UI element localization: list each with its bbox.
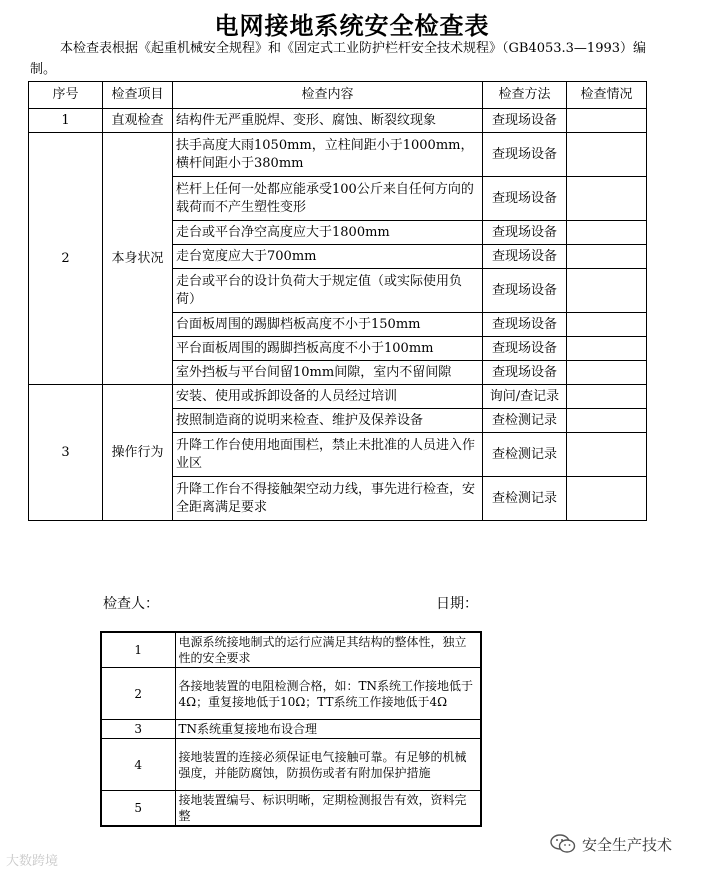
check-method: 查现场设备 [483, 361, 567, 385]
note-text: TN系统重复接地布设合理 [175, 720, 481, 739]
page-title: 电网接地系统安全检查表 [214, 12, 490, 40]
check-content: 走台或平台净空高度应大于1800mm [173, 221, 483, 245]
watermark-left: 大数跨境 [6, 854, 59, 869]
check-method: 查检测记录 [483, 477, 567, 521]
check-item: 本身状况 [103, 133, 173, 385]
note-number: 4 [101, 739, 175, 791]
check-status-cell[interactable] [567, 177, 647, 221]
header-content: 检查内容 [173, 82, 483, 109]
note-row [101, 668, 481, 720]
note-row [101, 720, 481, 739]
check-content: 升降工作台不得接触架空动力线，事先进行检查，安全距离满足要求 [173, 477, 483, 521]
check-status-cell[interactable] [567, 337, 647, 361]
table-row [29, 109, 647, 133]
check-content: 安装、使用或拆卸设备的人员经过培训 [173, 385, 483, 409]
check-status-cell[interactable] [567, 133, 647, 177]
inspector-label: 检查人： [103, 596, 159, 612]
header-method: 检查方法 [483, 82, 567, 109]
note-number: 3 [101, 720, 175, 739]
intro-text: 本检查表根据《起重机械安全规程》和《固定式工业防护栏杆安全技术规程》（GB4053.3—1993）编制。 [30, 41, 647, 77]
inspection-table [28, 81, 647, 521]
check-method: 查检测记录 [483, 409, 567, 433]
check-content: 平台面板周围的踢脚挡板高度不小于100mm [173, 337, 483, 361]
note-number: 2 [101, 668, 175, 720]
check-status-cell[interactable] [567, 245, 647, 269]
note-row [101, 791, 481, 827]
check-content: 扶手高度大雨1050mm，立柱间距小于1000mm，横杆间距小于380mm [173, 133, 483, 177]
check-method: 查现场设备 [483, 245, 567, 269]
check-item: 直观检查 [103, 109, 173, 133]
check-status-cell[interactable] [567, 433, 647, 477]
check-status-cell[interactable] [567, 269, 647, 313]
check-content: 栏杆上任何一处都应能承受100公斤来自任何方向的载荷而不产生塑性变形 [173, 177, 483, 221]
header-item: 检查项目 [103, 82, 173, 109]
check-content: 走台宽度应大于700mm [173, 245, 483, 269]
check-method: 查现场设备 [483, 269, 567, 313]
check-content: 按照制造商的说明来检查、维护及保养设备 [173, 409, 483, 433]
check-status-cell[interactable] [567, 409, 647, 433]
note-text: 接地装置编号、标识明晰，定期检测报告有效，资料完整 [175, 791, 481, 827]
note-number: 5 [101, 791, 175, 827]
check-status-cell[interactable] [567, 361, 647, 385]
check-method: 查现场设备 [483, 313, 567, 337]
check-status-cell[interactable] [567, 109, 647, 133]
check-method: 查检测记录 [483, 433, 567, 477]
check-content: 室外挡板与平台间留10mm间隙，室内不留间隙 [173, 361, 483, 385]
check-status-cell[interactable] [567, 385, 647, 409]
check-content: 台面板周围的踢脚档板高度不小于150mm [173, 313, 483, 337]
header-no: 序号 [29, 82, 103, 109]
check-method: 查现场设备 [483, 177, 567, 221]
row-number: 2 [29, 133, 103, 385]
wechat-icon [550, 833, 576, 855]
date-label: 日期： [436, 596, 478, 612]
check-method: 查现场设备 [483, 109, 567, 133]
check-content: 结构件无严重脱焊、变形、腐蚀、断裂纹现象 [173, 109, 483, 133]
check-status-cell[interactable] [567, 221, 647, 245]
check-method: 询问/查记录 [483, 385, 567, 409]
check-content: 走台或平台的设计负荷大于规定值（或实际使用负荷） [173, 269, 483, 313]
check-method: 查现场设备 [483, 133, 567, 177]
row-number: 3 [29, 385, 103, 521]
note-text: 各接地装置的电阻检测合格，如：TN系统工作接地低于4Ω；重复接地低于10Ω；TT系统工作接地低于4Ω [175, 668, 481, 720]
table-header-row [29, 82, 647, 109]
table-row [29, 385, 647, 409]
note-row [101, 739, 481, 791]
check-item: 操作行为 [103, 385, 173, 521]
row-number: 1 [29, 109, 103, 133]
check-status-cell[interactable] [567, 313, 647, 337]
watermark-right-text: 安全生产技术 [582, 835, 673, 854]
check-content: 升降工作台使用地面围栏，禁止未批准的人员进入作业区 [173, 433, 483, 477]
note-row [101, 632, 481, 668]
note-text: 接地装置的连接必须保证电气接触可靠。有足够的机械强度，并能防腐蚀，防损伤或者有附加保护措施 [175, 739, 481, 791]
table-row [29, 133, 647, 177]
watermark-right [550, 833, 672, 855]
check-method: 查现场设备 [483, 337, 567, 361]
check-status-cell[interactable] [567, 477, 647, 521]
note-text: 电源系统接地制式的运行应满足其结构的整体性，独立性的安全要求 [175, 632, 481, 668]
grounding-notes-table [100, 631, 482, 827]
header-status: 检查情况 [567, 82, 647, 109]
note-number: 1 [101, 632, 175, 668]
check-method: 查现场设备 [483, 221, 567, 245]
